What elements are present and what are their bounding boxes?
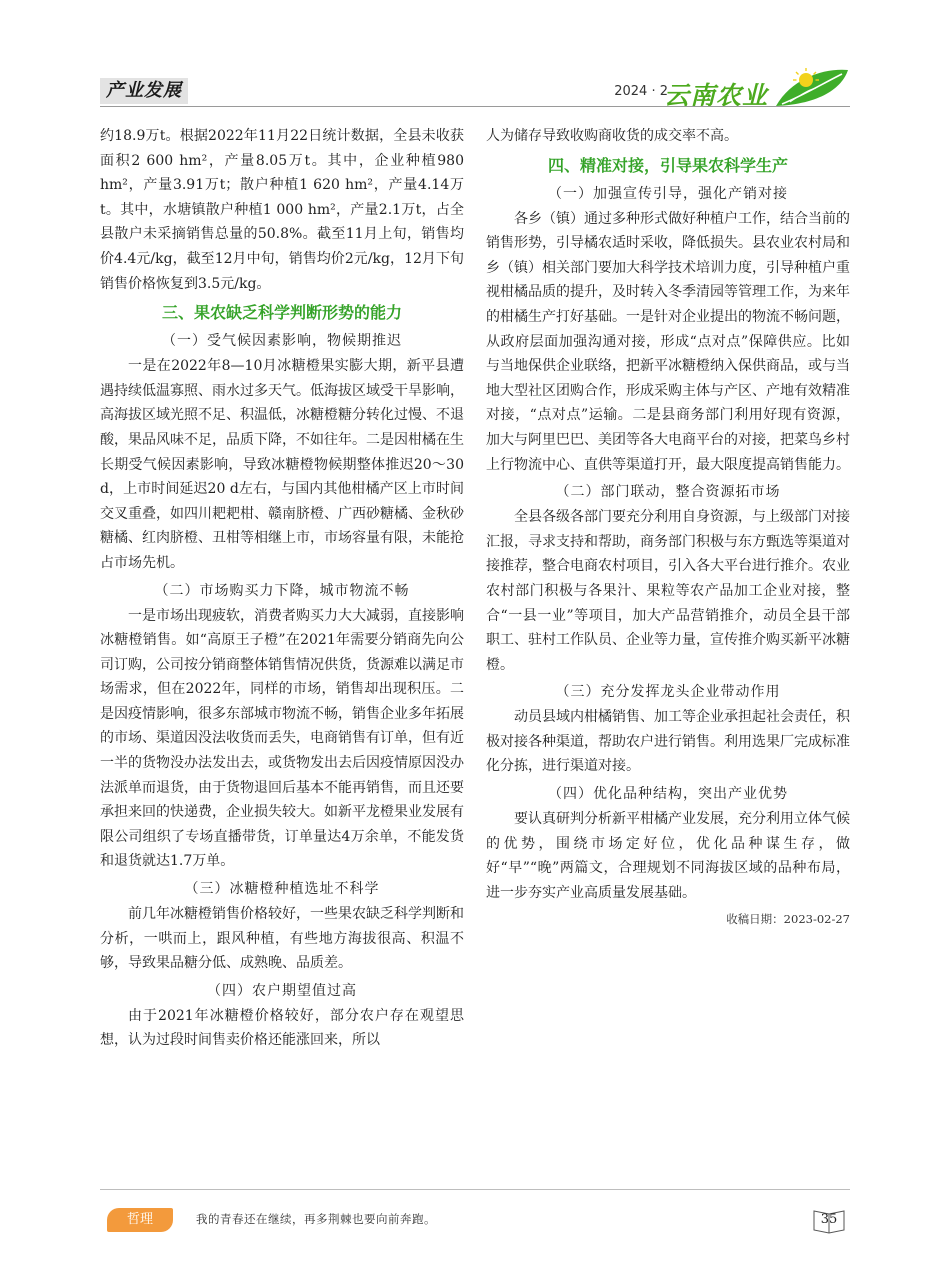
body-paragraph: 要认真研判分析新平柑橘产业发展，充分利用立体气候的优势，围绕市场定好位，优化品种谋生存，做好“早”“晚”两篇文，合理规划不同海拔区域的品种布局，进一步夯实产业高质量发展基础。 bbox=[486, 811, 850, 901]
subsection-heading: （二）部门联动，整合资源拓市场 bbox=[555, 484, 781, 501]
body-paragraph: 人为储存导致收购商收货的成交率不高。 bbox=[486, 128, 738, 144]
page-header bbox=[100, 70, 850, 110]
right-column bbox=[486, 124, 850, 930]
header-divider bbox=[100, 106, 850, 107]
section-heading: 四、精准对接，引导果农科学生产 bbox=[547, 155, 788, 175]
subsection-heading: （四）农户期望值过高 bbox=[207, 982, 357, 999]
footer-divider bbox=[100, 1189, 850, 1190]
body-paragraph: 约18.9万t。根据2022年11月22日统计数据，全县未收获面积2 600 hm²，产量8.05万t。其中，企业种植980 hm²，产量3.91万t；散户种植1 620 hm²，产量4.14万t。其中，水塘镇散户种植1 000 hm²，产量2.1万t，占全县散户未采摘销售总量的50.8%。截至11月上旬，销售均价4.4元/kg，截至12月中旬，销售均价2元/kg，12月下旬销售价格恢复到3.5元/kg。 bbox=[100, 128, 464, 292]
subsection-heading: （一）加强宣传引导，强化产销对接 bbox=[548, 185, 788, 202]
received-date: 收稿日期：2023-02-27 bbox=[726, 912, 850, 927]
subsection-heading: （一）受气候因素影响，物候期推迟 bbox=[162, 333, 402, 350]
issue-number: 2024 · 2 bbox=[614, 84, 668, 99]
body-paragraph: 一是在2022年8—10月冰糖橙果实膨大期，新平县遭遇持续低温寡照、雨水过多天气。低海拔区域受干旱影响，高海拔区域光照不足、积温低，冰糖橙糖分转化过慢、不退酸，果品风味不足，品质下降，不如往年。二是因柑橘在生长期受气候因素影响，导致冰糖橙物候期整体推迟20～30 d，上市时间延迟20 d左右，与国内其他柑橘产区上市时间交叉重叠，如四川耙耙柑、赣南脐橙、广西砂糖橘、金秋砂糖橘、红肉脐橙、丑柑等相继上市，市场容量有限，未能抢占市场先机。 bbox=[100, 358, 464, 571]
page-number-text: 35 bbox=[820, 1212, 838, 1227]
footer-quote: 我的青春还在继续，再多荆棘也要向前奔跑。 bbox=[196, 1212, 436, 1226]
body-paragraph: 一是市场出现疲软，消费者购买力大大减弱，直接影响冰糖橙销售。如“高原王子橙”在2021年需要分销商先向公司订购，公司按分销商整体销售情况供货，货源难以满足市场需求，但在2022年，同样的市场，销售却出现积压。二是因疫情影响，很多东部城市物流不畅，销售企业多年拓展的市场、渠道因没法收货而丢失，电商销售有订单，但有近一半的货物没办法发出去，或货物发出去后因疫情原因没办法派单而退货，由于货物退回后基本不能再销售，而且还要承担来回的快递费，企业损失较大。如新平龙橙果业发展有限公司组织了专场直播带货，订单量达4万余单，不能发货和退货就达1.7万单。 bbox=[100, 607, 464, 870]
subsection-heading: （四）优化品种结构，突出产业优势 bbox=[548, 786, 788, 803]
section-heading: 三、果农缺乏科学判断形势的能力 bbox=[161, 303, 402, 323]
subsection-heading: （三）冰糖橙种植选址不科学 bbox=[184, 881, 380, 898]
subsection-heading: （三）充分发挥龙头企业带动作用 bbox=[555, 684, 781, 701]
body-paragraph: 全县各级各部门要充分利用自身资源，与上级部门对接汇报，寻求支持和帮助，商务部门积极与东方甄选等渠道对接推荐，整合电商农村项目，引入各大平台进行推介。农业农村部门积极与各果汁、果粒等农产品加工企业对接，整合“一县一业”等项目，加大产品营销推介，动员全县干部职工、驻村工作队员、企业等力量，宣传推介购买新平冰糖橙。 bbox=[486, 509, 850, 673]
body-paragraph: 前几年冰糖橙销售价格较好，一些果农缺乏科学判断和分析，一哄而上，跟风种植，有些地方海拔很高、积温不够，导致果品糖分低、成熟晚、品质差。 bbox=[100, 906, 464, 972]
magazine-logo-icon bbox=[772, 66, 850, 108]
magazine-title: 云南农业 bbox=[663, 81, 768, 110]
subsection-heading: （二）市场购买力下降，城市物流不畅 bbox=[154, 582, 410, 599]
body-paragraph: 各乡（镇）通过多种形式做好种植户工作，结合当前的销售形势，引导橘农适时采收，降低损失。县农业农村局和乡（镇）相关部门要加大科学技术培训力度，引导种植户重视柑橘品质的提升，及时转入冬季清园等管理工作，为来年的柑橘生产打好基础。一是针对企业提出的物流不畅问题，从政府层面加强沟通对接，形成“点对点”保障供应。比如与当地保供企业联络，把新平冰糖橙纳入保供商品，或与当地大型社区团购合作，形成采购主体与产区、产地有效精准对接，“点对点”运输。二是县商务部门利用好现有资源，加大与阿里巴巴、美团等各大电商平台的对接，把菜鸟乡村上行物流中心、直供等渠道打开，最大限度提高销售能力。 bbox=[486, 210, 850, 473]
body-paragraph: 动员县域内柑橘销售、加工等企业承担起社会责任，积极对接各种渠道，帮助农户进行销售。利用选果厂完成标准化分拣，进行渠道对接。 bbox=[486, 709, 850, 775]
footer-badge: 哲理 bbox=[107, 1208, 173, 1232]
body-paragraph: 由于2021年冰糖橙价格较好，部分农户存在观望思想，认为过段时间售卖价格还能涨回来，所以 bbox=[100, 1007, 464, 1049]
page-number bbox=[812, 1208, 846, 1234]
left-column bbox=[100, 124, 464, 1053]
section-tag: 产业发展 bbox=[100, 78, 188, 104]
